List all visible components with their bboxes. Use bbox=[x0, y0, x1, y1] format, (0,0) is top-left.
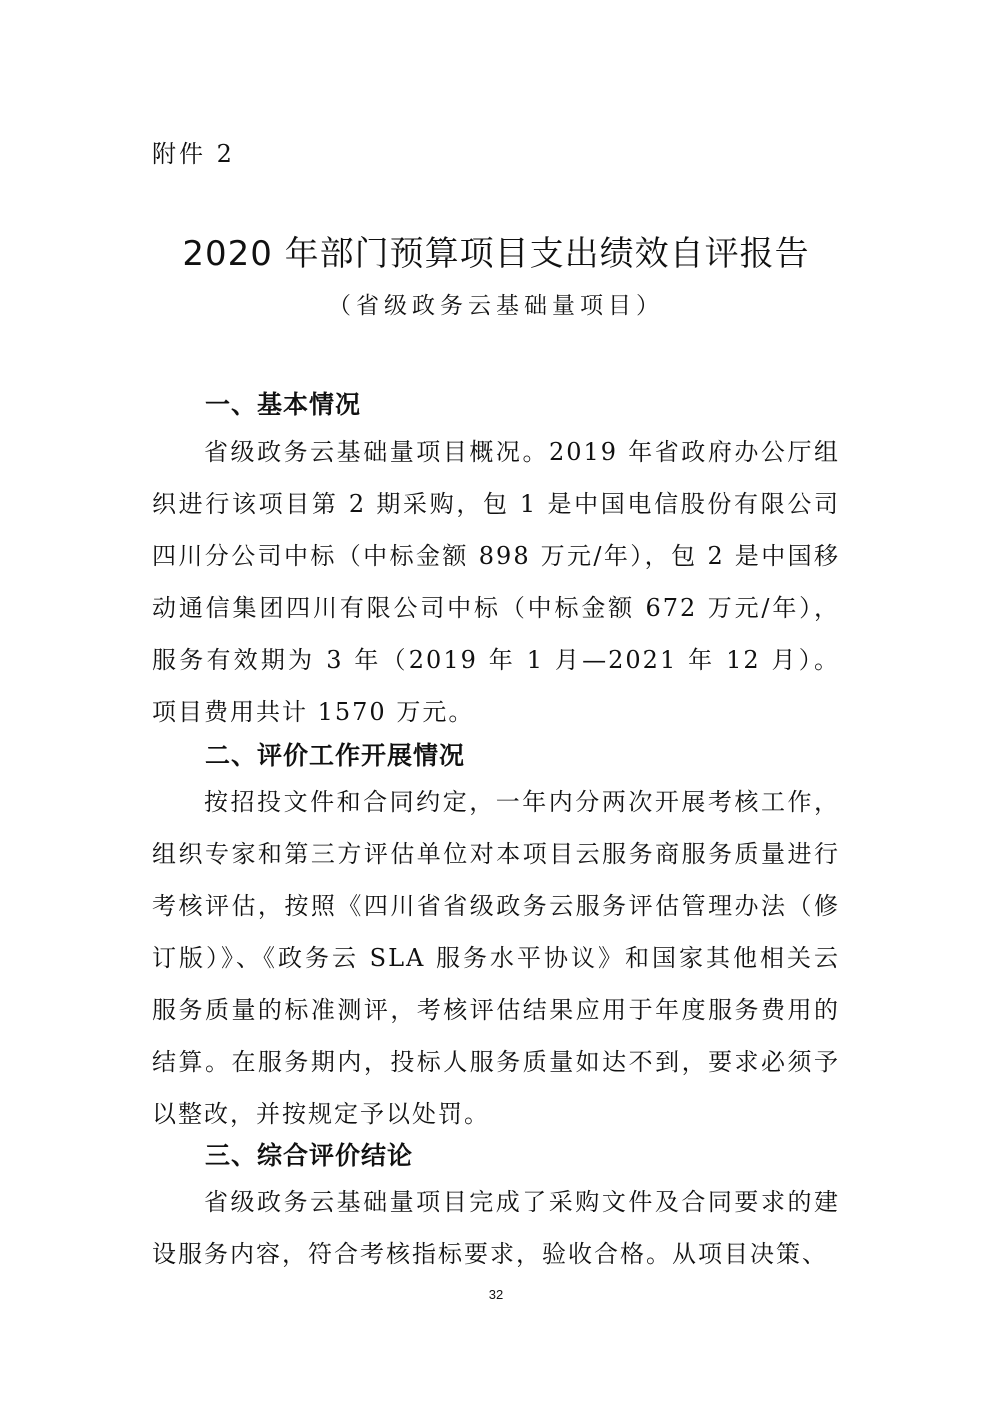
section-heading-basic-info: 一、基本情况 bbox=[205, 390, 362, 419]
section-paragraph-conclusion: 省级政务云基础量项目完成了采购文件及合同要求的建设服务内容，符合考核指标要求，验收合格。从项目决策、 bbox=[152, 1188, 840, 1268]
section-heading-conclusion: 三、综合评价结论 bbox=[205, 1141, 414, 1170]
document-title: 2020 年部门预算项目支出绩效自评报告 bbox=[182, 234, 810, 274]
page-number: 32 bbox=[488, 1287, 504, 1302]
document-subtitle: （省级政务云基础量项目） bbox=[328, 293, 664, 319]
section-paragraph-basic-info: 省级政务云基础量项目概况。2019 年省政府办公厅组织进行该项目第 2 期采购，包 1 是中国电信股份有限公司四川分公司中标（中标金额 898 万元/年），包 2 是中国移动通信集团四川有限公司中标（中标金额 672 万元/年），服务有效期为 3 年（2019 年 1 月—2021 年 12 月）。项目费用共计 1570 万元。 bbox=[152, 438, 840, 726]
attachment-label: 附件 2 bbox=[152, 140, 235, 168]
section-paragraph-evaluation-work: 按招投文件和合同约定，一年内分两次开展考核工作，组织专家和第三方评估单位对本项目云服务商服务质量进行考核评估，按照《四川省省级政务云服务评估管理办法（修订版）》、《政务云 SLA 服务水平协议》和国家其他相关云服务质量的标准测评，考核评估结果应用于年度服务费用的结算。在服务期内，投标人服务质量如达不到，要求必须予以整改，并按规定予以处罚。 bbox=[152, 788, 840, 1128]
section-heading-evaluation-work: 二、评价工作开展情况 bbox=[205, 741, 466, 770]
